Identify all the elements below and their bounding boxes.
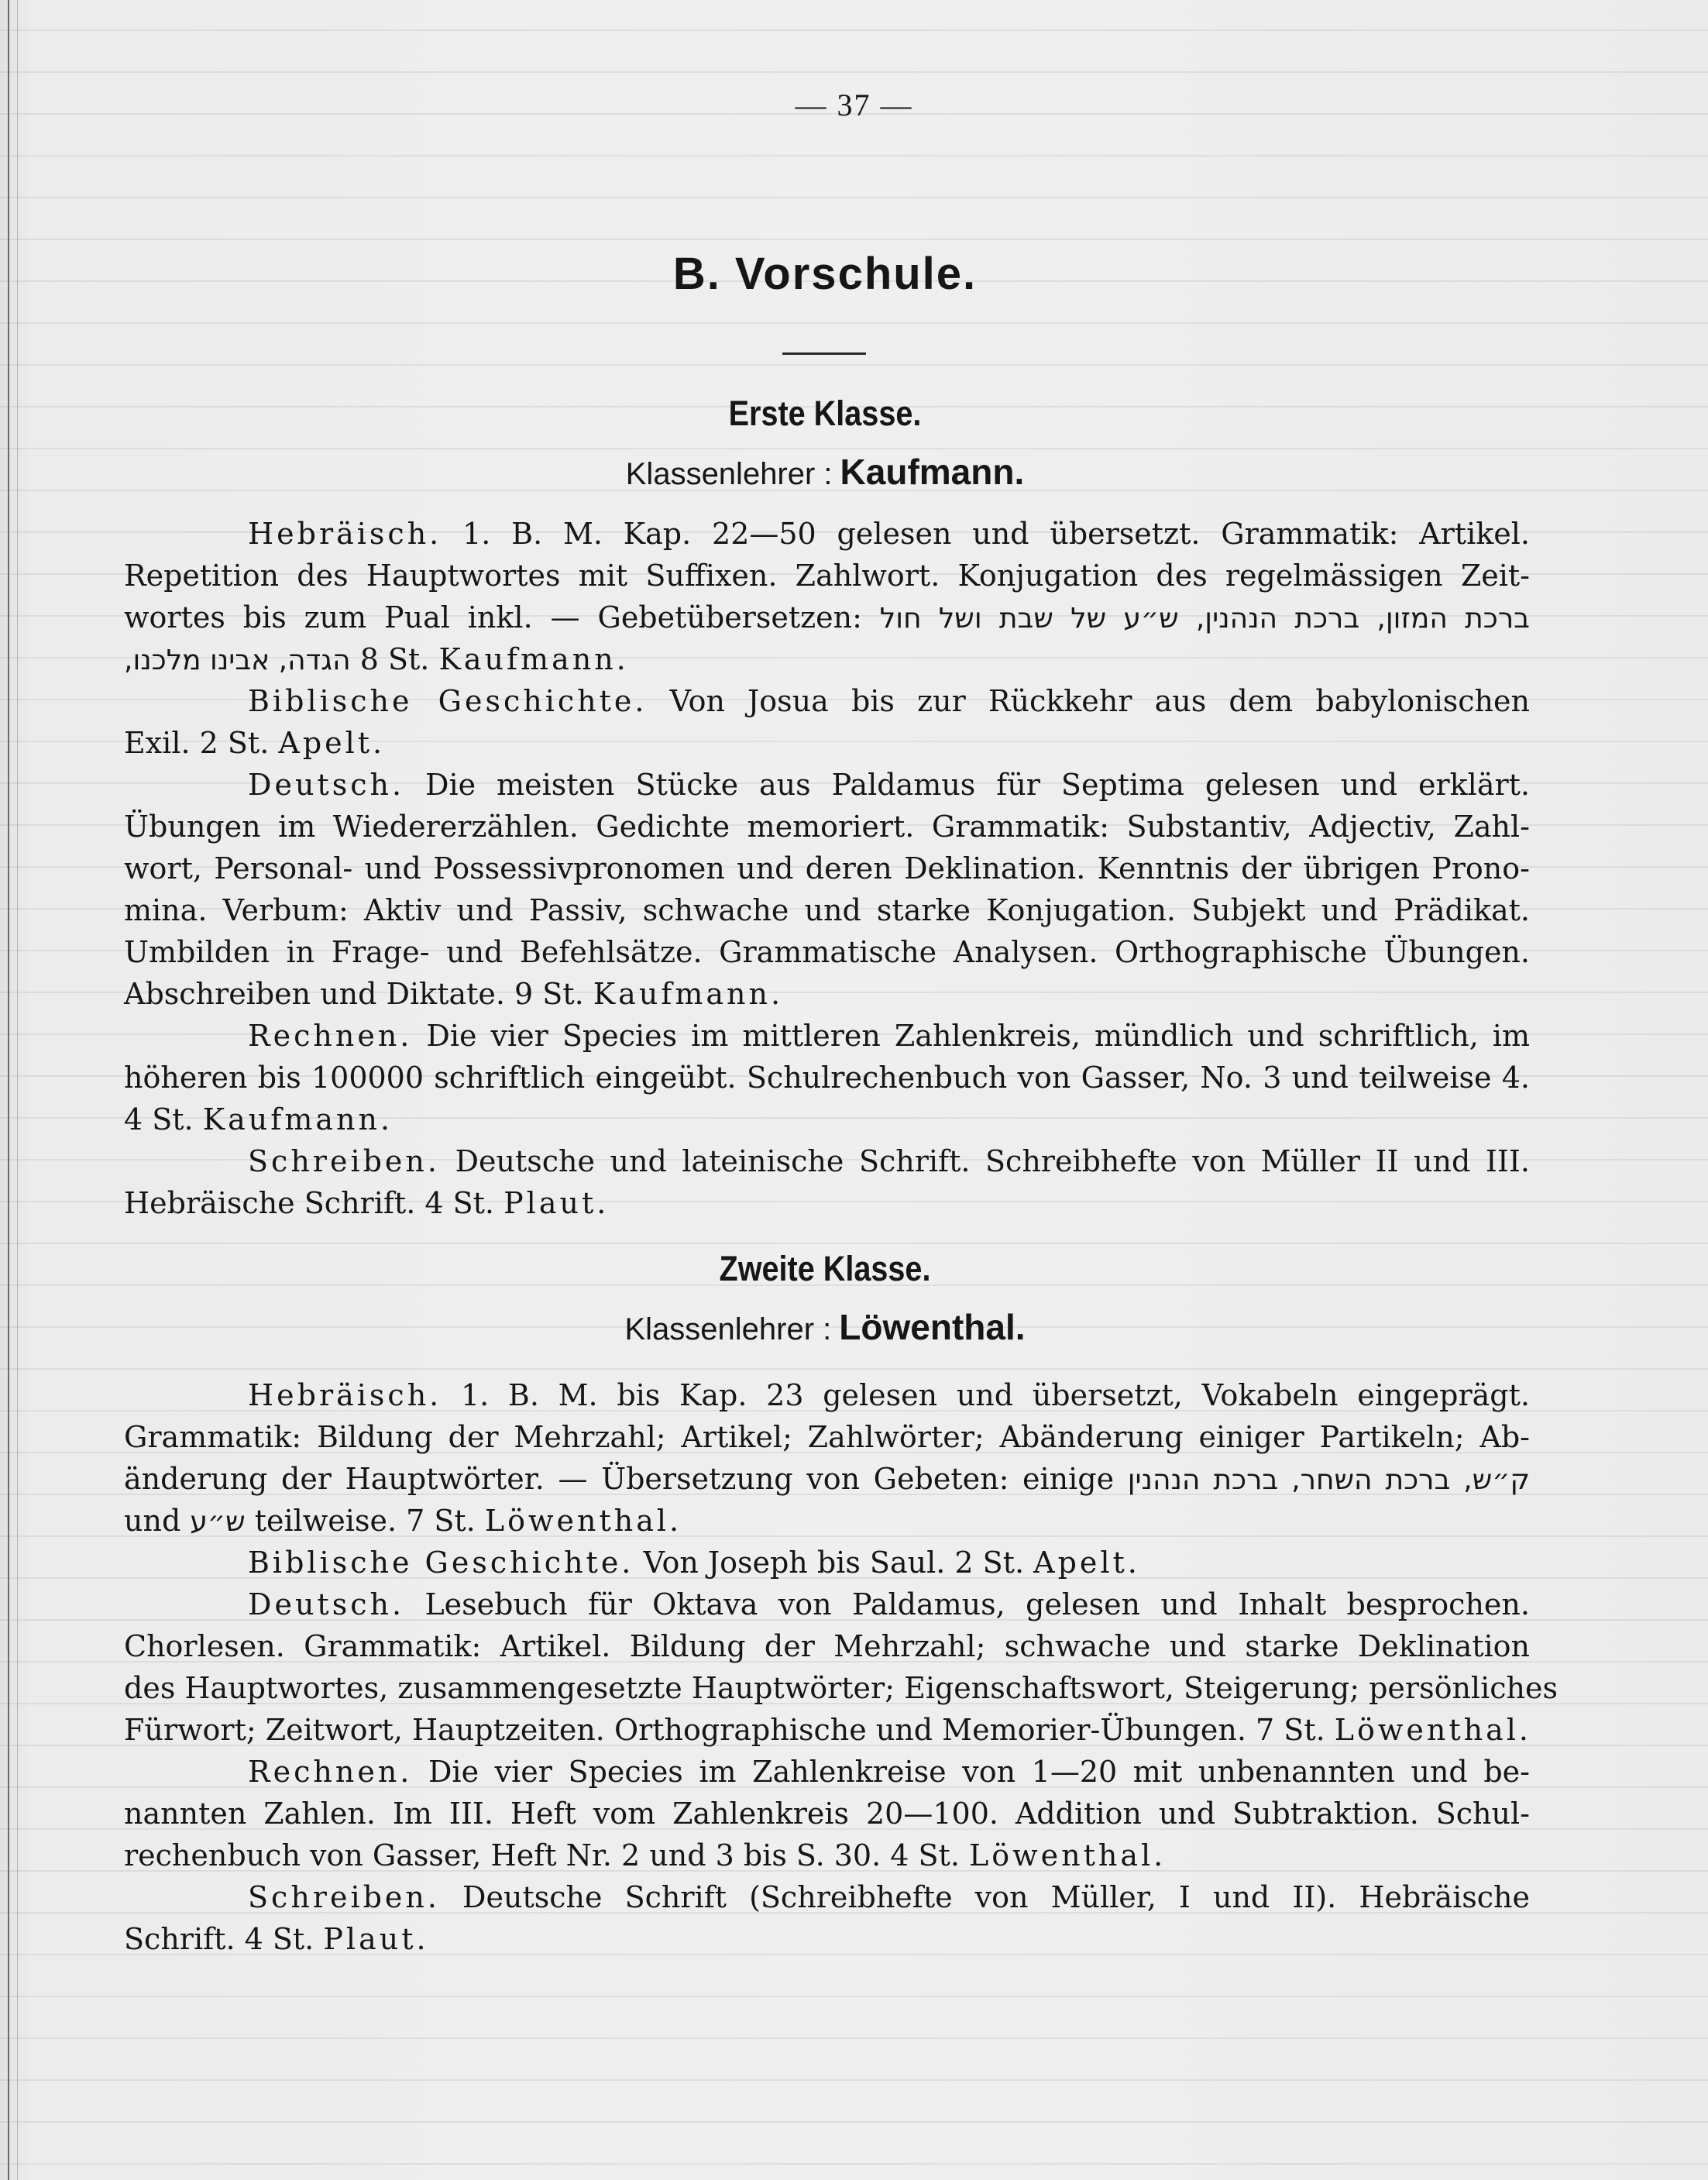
text-span: 8 St.: [359, 642, 430, 676]
subject-heading: Deutsch.: [248, 768, 405, 802]
text-line: [124, 1667, 1558, 1709]
text-line: [124, 1057, 1530, 1099]
text-line: [124, 931, 1530, 973]
text-span: und: [124, 1504, 181, 1538]
text-span: Deutsche Schrift (Schreibhefte von Müller, I und II). Hebräische: [462, 1880, 1530, 1914]
text-span: Übungen im Wiedererzählen. Gedichte memoriert. Grammatik: Substantiv, Adjectiv, Zahl-: [124, 810, 1530, 844]
text-span: Hebräische Schrift. 4 St.: [124, 1186, 494, 1220]
teacher-label: Klassenlehrer :: [625, 457, 833, 491]
text-line: [124, 1458, 1530, 1500]
text-span: höheren bis 100000 schriftlich eingeübt. Schulrechenbuch von Gasser, No. 3 und teilweise 4.: [124, 1061, 1530, 1095]
title-rule: [782, 352, 866, 355]
text-span: Exil. 2 St.: [124, 726, 270, 760]
text-line: [124, 1140, 1530, 1182]
text-span: mina. Verbum: Aktiv und Passiv, schwache und starke Konjugation. Subjekt und Prädikat.: [124, 893, 1530, 927]
text-line: [124, 973, 1530, 1015]
teacher-line-erste: [0, 451, 1650, 493]
subject-heading: Schreiben.: [248, 1144, 440, 1178]
text-span: Repetition des Hauptwortes mit Suffixen. Zahlwort. Konjugation des regelmässigen Zeit-: [124, 559, 1530, 593]
text-line: [124, 806, 1530, 848]
text-line: [124, 1542, 1530, 1583]
text-line: [124, 1625, 1530, 1667]
text-span: Von Joseph bis Saul. 2 St.: [643, 1546, 1025, 1580]
text-span: Lesebuch für Oktava von Paldamus, gelesen und Inhalt besprochen.: [424, 1587, 1530, 1621]
text-line: [124, 722, 1530, 764]
page-edge-line: [8, 0, 9, 2180]
hebrew-text: הגדה, אבינו מלכנו,: [124, 645, 351, 676]
class-title-erste: Erste Klasse.: [728, 394, 922, 433]
subject-heading: Deutsch.: [248, 1587, 405, 1621]
teacher-ref: Löwenthal.: [1334, 1713, 1531, 1747]
text-line: [124, 1500, 1530, 1542]
subject-heading: Hebräisch.: [248, 1378, 442, 1412]
text-line: [124, 680, 1530, 722]
class-body-erste: [124, 513, 1530, 1224]
text-span: teilweise. 7 St.: [254, 1504, 476, 1538]
text-line: [124, 889, 1530, 931]
hebrew-text: ש״ע: [190, 1506, 246, 1538]
text-line: [124, 1182, 1530, 1224]
teacher-line-zweite: [0, 1306, 1650, 1348]
text-line: [124, 1583, 1530, 1625]
subject-heading: Hebräisch.: [248, 517, 442, 551]
teacher-ref: Kaufmann.: [202, 1102, 393, 1136]
text-line: [124, 513, 1530, 555]
teacher-ref: Löwenthal.: [969, 1838, 1167, 1872]
page-edge-line-inner: [17, 0, 18, 2180]
teacher-ref: Plaut.: [323, 1922, 429, 1956]
text-line: [124, 1099, 1530, 1140]
text-line: [124, 1876, 1530, 1918]
text-span: wort, Personal- und Possessivpronomen und deren Deklination. Kenntnis der übrigen Prono-: [124, 851, 1530, 885]
text-span: nannten Zahlen. Im III. Heft vom Zahlenkreis 20—100. Addition und Subtraktion. Schul-: [124, 1797, 1530, 1831]
text-span: wortes bis zum Pual inkl. — Gebetübersetzen:: [124, 600, 862, 634]
teacher-ref: Kaufmann.: [593, 977, 784, 1011]
subject-heading: Rechnen.: [248, 1755, 413, 1789]
teacher-ref: Löwenthal.: [484, 1504, 682, 1538]
teacher-ref: Apelt.: [278, 726, 386, 760]
text-span: änderung der Hauptwörter. — Übersetzung von Gebeten: einige: [124, 1462, 1115, 1496]
section-title: B. Vorschule.: [672, 249, 978, 299]
text-span: Von Josua bis zur Rückkehr aus dem babylonischen: [669, 684, 1530, 718]
teacher-label: Klassenlehrer :: [624, 1312, 832, 1346]
text-line: [124, 1015, 1530, 1057]
hebrew-text: ק״ש, ברכת השחר, ברכת הנהנין: [1127, 1464, 1530, 1496]
text-span: Schrift. 4 St.: [124, 1922, 314, 1956]
text-span: des Hauptwortes, zusammengesetzte Hauptwörter; Eigenschaftswort, Steigerung; persönliches: [124, 1671, 1558, 1705]
hebrew-text: ברכת המזון, ברכת הנהנין, ש״ע של שבת ושל חול: [879, 603, 1530, 634]
text-span: Fürwort; Zeitwort, Hauptzeiten. Orthographische und Memorier-Übungen. 7 St.: [124, 1713, 1325, 1747]
teacher-ref: Plaut.: [503, 1186, 610, 1220]
text-span: Die meisten Stücke aus Paldamus für Septima gelesen und erklärt.: [425, 768, 1530, 802]
class-title-zweite: Zweite Klasse.: [719, 1249, 931, 1288]
text-span: Die vier Species im mittleren Zahlenkreis, mündlich und schriftlich, im: [426, 1019, 1530, 1053]
text-line: [124, 1751, 1530, 1793]
text-span: Umbilden in Frage- und Befehlsätze. Grammatische Analysen. Orthographische Übungen.: [124, 935, 1530, 969]
class-body-zweite: [124, 1374, 1558, 1960]
text-line: [124, 555, 1530, 597]
text-line: [124, 848, 1530, 889]
teacher-name: Kaufmann.: [840, 452, 1025, 492]
subject-heading: Biblische Geschichte.: [248, 684, 648, 718]
subject-heading: Rechnen.: [248, 1019, 413, 1053]
text-line: [124, 1918, 1530, 1960]
subject-heading: Schreiben.: [248, 1880, 440, 1914]
text-line: [124, 1709, 1530, 1751]
text-span: 1. B. M. Kap. 22—50 gelesen und übersetzt. Grammatik: Artikel.: [462, 517, 1530, 551]
teacher-ref: Kaufmann.: [438, 642, 629, 676]
teacher-ref: Apelt.: [1033, 1546, 1140, 1580]
text-span: Die vier Species im Zahlenkreise von 1—20 mit unbenannten und be-: [428, 1755, 1530, 1789]
page-number: — 37 —: [795, 88, 913, 122]
text-span: Deutsche und lateinische Schrift. Schreibhefte von Müller II und III.: [455, 1144, 1530, 1178]
text-line: [124, 597, 1530, 638]
text-span: 1. B. M. bis Kap. 23 gelesen und übersetzt, Vokabeln eingeprägt.: [460, 1378, 1530, 1412]
text-line: [124, 1834, 1530, 1876]
text-line: [124, 1793, 1530, 1834]
text-line: [124, 764, 1530, 806]
text-span: Abschreiben und Diktate. 9 St.: [124, 977, 584, 1011]
subject-heading: Biblische Geschichte.: [248, 1546, 634, 1580]
text-span: rechenbuch von Gasser, Heft Nr. 2 und 3 bis S. 30. 4 St.: [124, 1838, 960, 1872]
text-span: Grammatik: Bildung der Mehrzahl; Artikel; Zahlwörter; Abänderung einiger Partikeln; Ab-: [124, 1420, 1530, 1454]
text-span: Chorlesen. Grammatik: Artikel. Bildung der Mehrzahl; schwache und starke Deklination: [124, 1629, 1530, 1663]
text-span: 4 St.: [124, 1102, 194, 1136]
text-line: [124, 1416, 1530, 1458]
text-line: [124, 1374, 1530, 1416]
text-line: [124, 638, 1530, 680]
teacher-name: Löwenthal.: [839, 1307, 1026, 1347]
